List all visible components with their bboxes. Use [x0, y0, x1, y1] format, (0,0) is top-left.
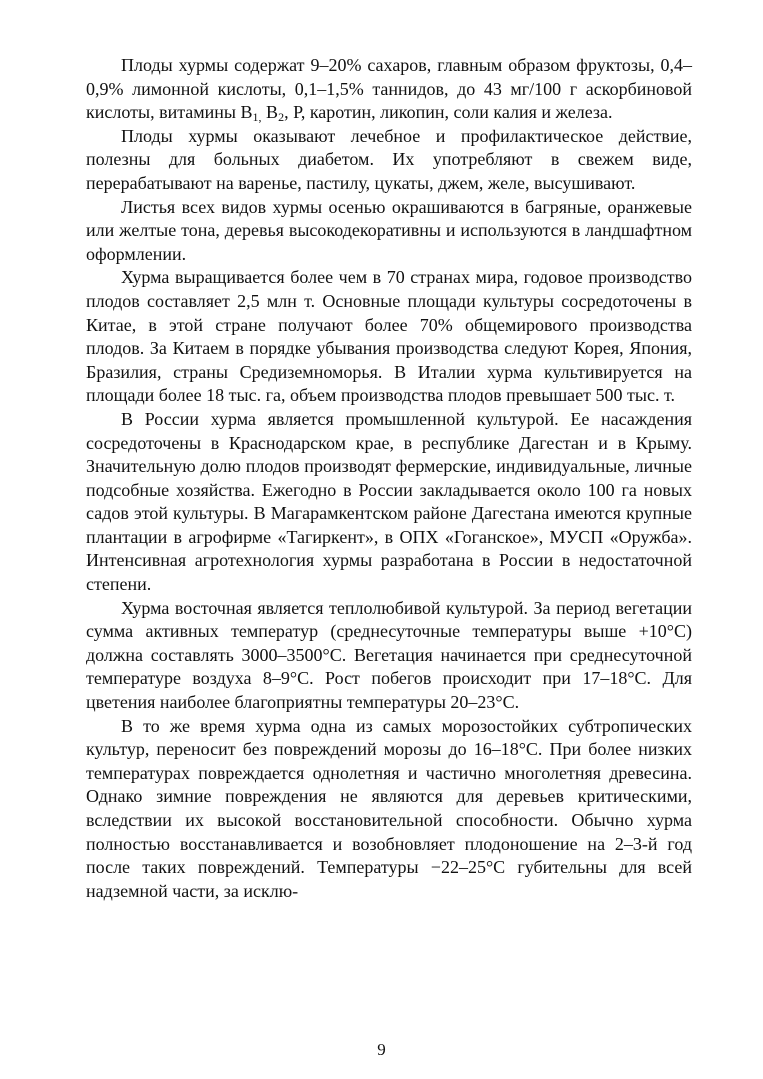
- paragraph-composition: [86, 54, 692, 125]
- paragraph-medicinal-use: Плоды хурмы оказывают лечебное и профилактическое действие, полезны для больных диабетом. Их употребляют в свежем виде, перерабатывают на варенье, пастилу, цукаты, джем, желе, высушивают.: [86, 125, 692, 193]
- vitamin-b2-letter: B: [261, 102, 279, 123]
- paragraph-temperature: Хурма восточная является теплолюбивой культурой. За период вегетации сумма активных температур (среднесуточные температуры выше +10°С) должна составлять 3000–3500°С. Вегетация начинается при среднесуточной температуре воздуха 8–9°С. Рост побегов происходит при 17–18°С. Для цветения наиболее благоприятны температуры 20–23°С.: [86, 597, 692, 713]
- paragraph-leaves: Листья всех видов хурмы осенью окрашиваются в багряные, оранжевые или желтые тона, деревья высокодекоративны и используются в ландшафтном оформлении.: [86, 196, 692, 264]
- paragraph-frost-resistance: В то же время хурма одна из самых морозостойких субтропических культур, переносит без повреждений морозы до 16–18°С. При более низких температурах повреждается однолетняя и частично многолетняя древесина. Однако зимние повреждения не являются для деревьев критическими, вследствии их высокой восстановительной способности. Обычно хурма полностью восстанавливается и возобновляет плодоношение на 2–3-й год после таких повреждений. Температуры −22–25°С губительны для всей надземной части, за исклю-: [86, 715, 692, 901]
- paragraph-composition-tail: , Р, каротин, ликопин, соли калия и железа.: [284, 102, 613, 123]
- paragraph-russia: В России хурма является промышленной культурой. Ее насаждения сосредоточены в Краснодарском крае, в республике Дагестан и в Крыму. Значительную долю плодов производят фермерские, индивидуальные, личные подсобные хозяйства. Ежегодно в России закладывается около 100 га новых садов этой культуры. В Магарамкентском районе Дагестана имеются крупные плантации в агрофирме «Тагиркент», в ОПХ «Гоганское», МУСП «Оружба». Интенсивная агротехнология хурмы разработана в России в недостаточной степени.: [86, 408, 692, 595]
- vitamin-b1-letter: B: [240, 102, 253, 123]
- paragraph-composition-text: Плоды хурмы содержат 9–20% сахаров, главным образом фруктозы, 0,4–0,9% лимонной кислоты, 0,1–1,5% таннидов, до 43 мг/100 г аскорбиновой кислоты, витамины: [86, 55, 692, 123]
- page-number: 9: [377, 1040, 386, 1059]
- page-body: [86, 54, 692, 903]
- vitamin-b1-subscript: 1,: [252, 110, 262, 125]
- paragraph-world-production: Хурма выращивается более чем в 70 странах мира, годовое производство плодов составляет 2,5 млн т. Основные площади культуры сосредоточены в Китае, в этой стране получают более 70% общемирового производства плодов. За Китаем в порядке убывания производства следуют Корея, Япония, Бразилия, страны Средиземноморья. В Италии хурма культивируется на площади более 18 тыс. га, объем производства плодов превышает 500 тыс. т.: [86, 267, 692, 406]
- vitamin-b2-subscript: 2: [278, 110, 285, 125]
